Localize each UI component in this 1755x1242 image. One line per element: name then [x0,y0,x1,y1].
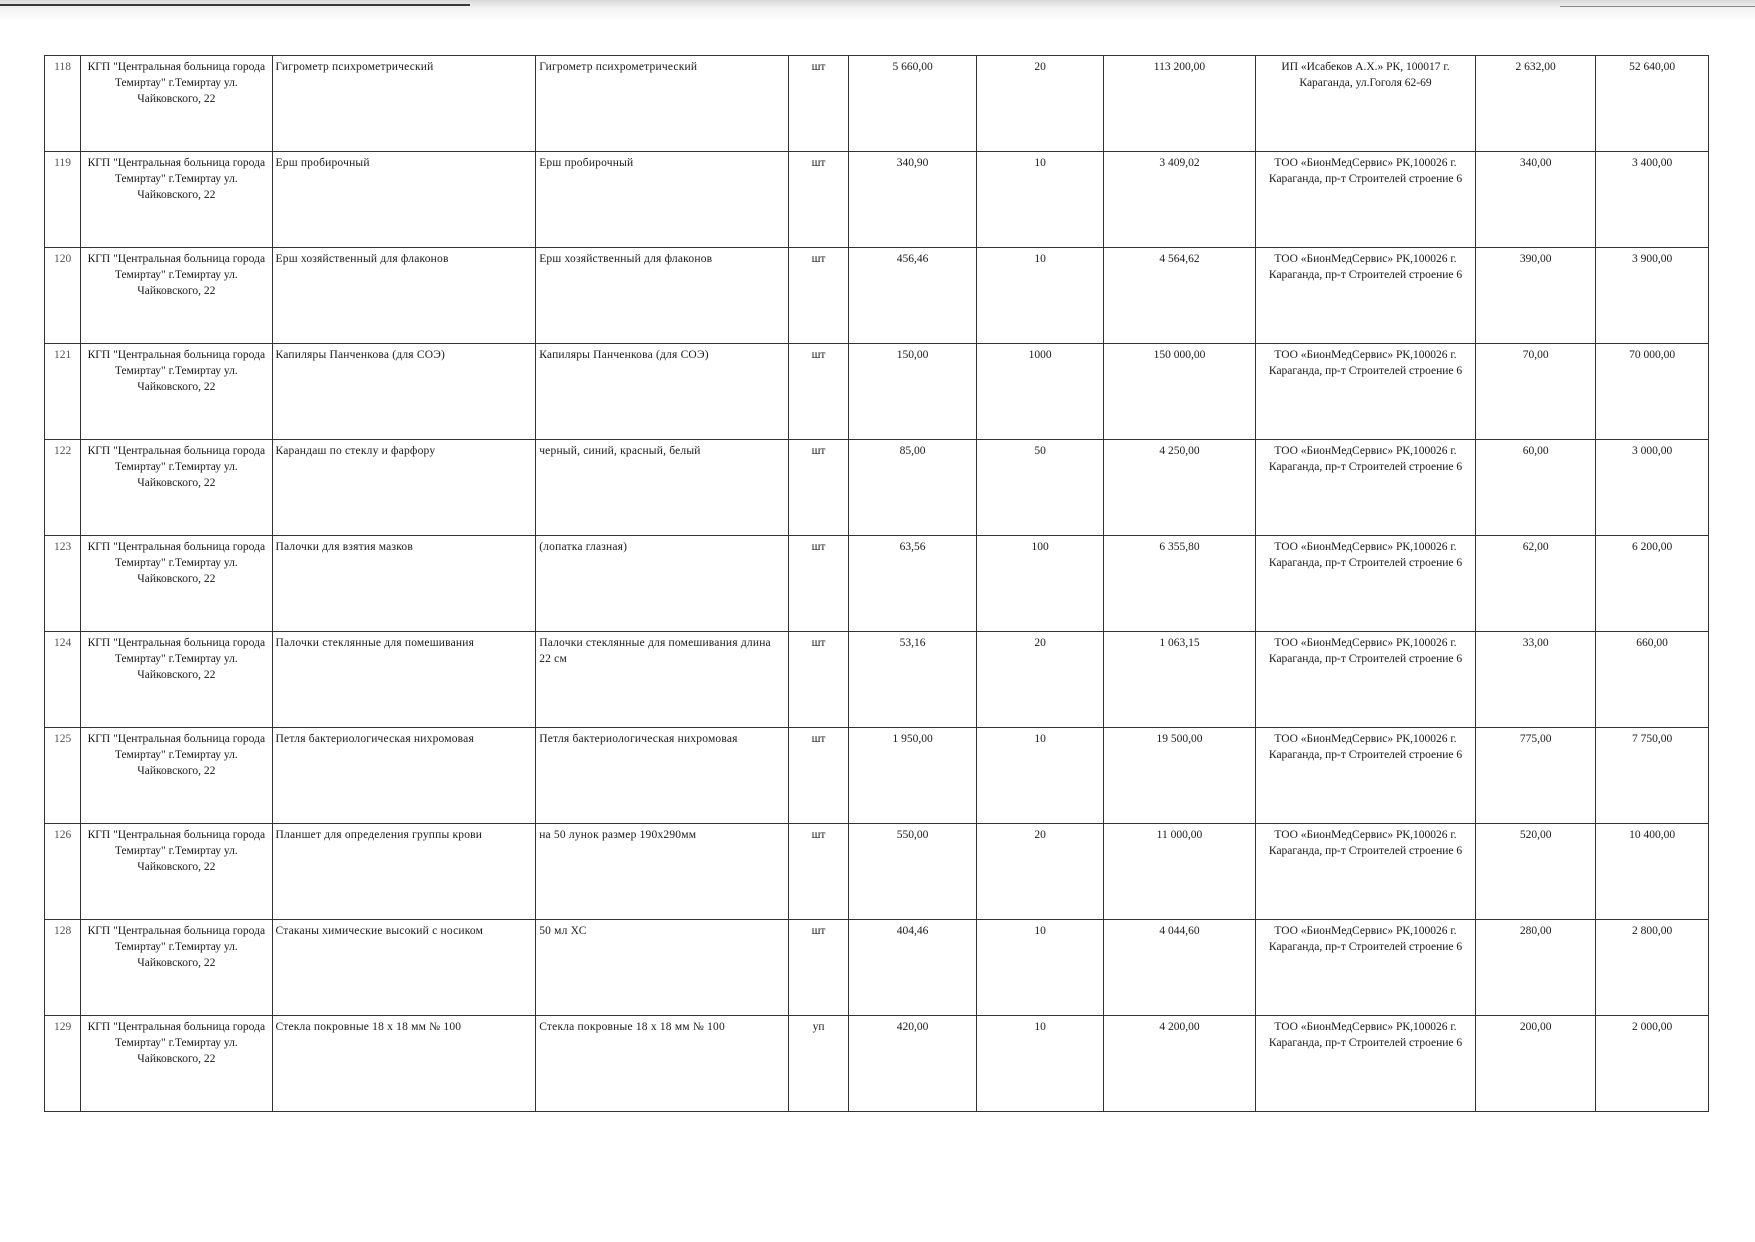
quantity-cell: 100 [977,536,1104,632]
winning-price-cell: 70,00 [1476,344,1596,440]
customer-cell: КГП "Центральная больница города Темиртау" г.Темиртау ул. Чайковского, 22 [81,920,272,1016]
customer-cell: КГП "Центральная больница города Темиртау" г.Темиртау ул. Чайковского, 22 [81,536,272,632]
quantity-cell: 10 [977,920,1104,1016]
sum-cell: 19 500,00 [1103,728,1255,824]
item-description-cell: Гигрометр психрометрический [536,56,789,152]
quantity-cell: 10 [977,152,1104,248]
price-cell: 1 950,00 [848,728,977,824]
winning-sum-cell: 52 640,00 [1596,56,1709,152]
winning-price-cell: 520,00 [1476,824,1596,920]
row-number: 128 [45,920,81,1016]
price-cell: 150,00 [848,344,977,440]
customer-cell: КГП "Центральная больница города Темиртау" г.Темиртау ул. Чайковского, 22 [81,56,272,152]
price-cell: 85,00 [848,440,977,536]
unit-cell: шт [789,632,849,728]
table-row [45,152,1709,248]
winning-price-cell: 62,00 [1476,536,1596,632]
sum-cell: 150 000,00 [1103,344,1255,440]
sum-cell: 4 250,00 [1103,440,1255,536]
sum-cell: 4 044,60 [1103,920,1255,1016]
supplier-cell: ТОО «БионМедСервис» РК,100026 г. Караганда, пр-т Строителей строение 6 [1255,440,1475,536]
item-name-cell: Петля бактериологическая нихромовая [272,728,536,824]
item-description-cell: Ерш хозяйственный для флаконов [536,248,789,344]
row-number: 129 [45,1016,81,1112]
quantity-cell: 20 [977,56,1104,152]
unit-cell: шт [789,248,849,344]
sum-cell: 6 355,80 [1103,536,1255,632]
price-cell: 340,90 [848,152,977,248]
item-name-cell: Планшет для определения группы крови [272,824,536,920]
customer-cell: КГП "Центральная больница города Темиртау" г.Темиртау ул. Чайковского, 22 [81,728,272,824]
unit-cell: уп [789,1016,849,1112]
supplier-cell: ТОО «БионМедСервис» РК,100026 г. Караганда, пр-т Строителей строение 6 [1255,632,1475,728]
winning-sum-cell: 70 000,00 [1596,344,1709,440]
winning-sum-cell: 3 000,00 [1596,440,1709,536]
unit-cell: шт [789,440,849,536]
row-number: 120 [45,248,81,344]
item-description-cell: на 50 лунок размер 190х290мм [536,824,789,920]
sum-cell: 4 200,00 [1103,1016,1255,1112]
unit-cell: шт [789,728,849,824]
winning-sum-cell: 6 200,00 [1596,536,1709,632]
procurement-table [44,55,1709,1112]
price-cell: 550,00 [848,824,977,920]
unit-cell: шт [789,344,849,440]
item-description-cell: черный, синий, красный, белый [536,440,789,536]
customer-cell: КГП "Центральная больница города Темиртау" г.Темиртау ул. Чайковского, 22 [81,248,272,344]
supplier-cell: ТОО «БионМедСервис» РК,100026 г. Караганда, пр-т Строителей строение 6 [1255,728,1475,824]
winning-price-cell: 775,00 [1476,728,1596,824]
quantity-cell: 50 [977,440,1104,536]
supplier-cell: ТОО «БионМедСервис» РК,100026 г. Караганда, пр-т Строителей строение 6 [1255,920,1475,1016]
item-name-cell: Ерш хозяйственный для флаконов [272,248,536,344]
table-row [45,440,1709,536]
price-cell: 5 660,00 [848,56,977,152]
sum-cell: 1 063,15 [1103,632,1255,728]
table-row [45,344,1709,440]
scan-artifact-line [0,4,470,6]
supplier-cell: ИП «Исабеков А.Х.» РК, 100017 г. Караганда, ул.Гоголя 62-69 [1255,56,1475,152]
unit-cell: шт [789,56,849,152]
table-row [45,632,1709,728]
row-number: 118 [45,56,81,152]
customer-cell: КГП "Центральная больница города Темиртау" г.Темиртау ул. Чайковского, 22 [81,152,272,248]
quantity-cell: 10 [977,728,1104,824]
supplier-cell: ТОО «БионМедСервис» РК,100026 г. Караганда, пр-т Строителей строение 6 [1255,344,1475,440]
winning-sum-cell: 10 400,00 [1596,824,1709,920]
unit-cell: шт [789,920,849,1016]
supplier-cell: ТОО «БионМедСервис» РК,100026 г. Караганда, пр-т Строителей строение 6 [1255,1016,1475,1112]
row-number: 122 [45,440,81,536]
row-number: 125 [45,728,81,824]
sum-cell: 3 409,02 [1103,152,1255,248]
quantity-cell: 10 [977,248,1104,344]
winning-price-cell: 60,00 [1476,440,1596,536]
winning-price-cell: 390,00 [1476,248,1596,344]
price-cell: 456,46 [848,248,977,344]
item-description-cell: Стекла покровные 18 х 18 мм № 100 [536,1016,789,1112]
winning-sum-cell: 660,00 [1596,632,1709,728]
customer-cell: КГП "Центральная больница города Темиртау" г.Темиртау ул. Чайковского, 22 [81,824,272,920]
item-name-cell: Стекла покровные 18 х 18 мм № 100 [272,1016,536,1112]
row-number: 121 [45,344,81,440]
table-row [45,824,1709,920]
item-name-cell: Палочки стеклянные для помешивания [272,632,536,728]
sum-cell: 113 200,00 [1103,56,1255,152]
supplier-cell: ТОО «БионМедСервис» РК,100026 г. Караганда, пр-т Строителей строение 6 [1255,824,1475,920]
table-row [45,728,1709,824]
item-name-cell: Стаканы химические высокий с носиком [272,920,536,1016]
table-row [45,56,1709,152]
supplier-cell: ТОО «БионМедСервис» РК,100026 г. Караганда, пр-т Строителей строение 6 [1255,536,1475,632]
sum-cell: 4 564,62 [1103,248,1255,344]
item-name-cell: Карандаш по стеклу и фарфору [272,440,536,536]
winning-price-cell: 2 632,00 [1476,56,1596,152]
item-description-cell: (лопатка глазная) [536,536,789,632]
customer-cell: КГП "Центральная больница города Темиртау" г.Темиртау ул. Чайковского, 22 [81,1016,272,1112]
quantity-cell: 10 [977,1016,1104,1112]
sum-cell: 11 000,00 [1103,824,1255,920]
winning-sum-cell: 3 900,00 [1596,248,1709,344]
winning-price-cell: 33,00 [1476,632,1596,728]
row-number: 124 [45,632,81,728]
winning-sum-cell: 7 750,00 [1596,728,1709,824]
row-number: 119 [45,152,81,248]
row-number: 123 [45,536,81,632]
unit-cell: шт [789,824,849,920]
item-description-cell: 50 мл ХС [536,920,789,1016]
row-number: 126 [45,824,81,920]
winning-price-cell: 340,00 [1476,152,1596,248]
winning-sum-cell: 2 800,00 [1596,920,1709,1016]
unit-cell: шт [789,152,849,248]
item-name-cell: Гигрометр психрометрический [272,56,536,152]
quantity-cell: 20 [977,824,1104,920]
item-description-cell: Петля бактериологическая нихромовая [536,728,789,824]
item-description-cell: Капиляры Панченкова (для СОЭ) [536,344,789,440]
price-cell: 63,56 [848,536,977,632]
table-row [45,920,1709,1016]
item-name-cell: Капиляры Панченкова (для СОЭ) [272,344,536,440]
item-name-cell: Ерш пробирочный [272,152,536,248]
scan-artifact-line [1560,6,1755,7]
price-cell: 404,46 [848,920,977,1016]
winning-sum-cell: 3 400,00 [1596,152,1709,248]
winning-price-cell: 280,00 [1476,920,1596,1016]
customer-cell: КГП "Центральная больница города Темиртау" г.Темиртау ул. Чайковского, 22 [81,632,272,728]
item-description-cell: Палочки стеклянные для помешивания длина 22 см [536,632,789,728]
price-cell: 420,00 [848,1016,977,1112]
supplier-cell: ТОО «БионМедСервис» РК,100026 г. Караганда, пр-т Строителей строение 6 [1255,248,1475,344]
price-cell: 53,16 [848,632,977,728]
table-row [45,248,1709,344]
customer-cell: КГП "Центральная больница города Темиртау" г.Темиртау ул. Чайковского, 22 [81,344,272,440]
item-name-cell: Палочки для взятия мазков [272,536,536,632]
customer-cell: КГП "Центральная больница города Темиртау" г.Темиртау ул. Чайковского, 22 [81,440,272,536]
table-row [45,1016,1709,1112]
table-row [45,536,1709,632]
item-description-cell: Ерш пробирочный [536,152,789,248]
supplier-cell: ТОО «БионМедСервис» РК,100026 г. Караганда, пр-т Строителей строение 6 [1255,152,1475,248]
quantity-cell: 20 [977,632,1104,728]
winning-price-cell: 200,00 [1476,1016,1596,1112]
unit-cell: шт [789,536,849,632]
quantity-cell: 1000 [977,344,1104,440]
winning-sum-cell: 2 000,00 [1596,1016,1709,1112]
